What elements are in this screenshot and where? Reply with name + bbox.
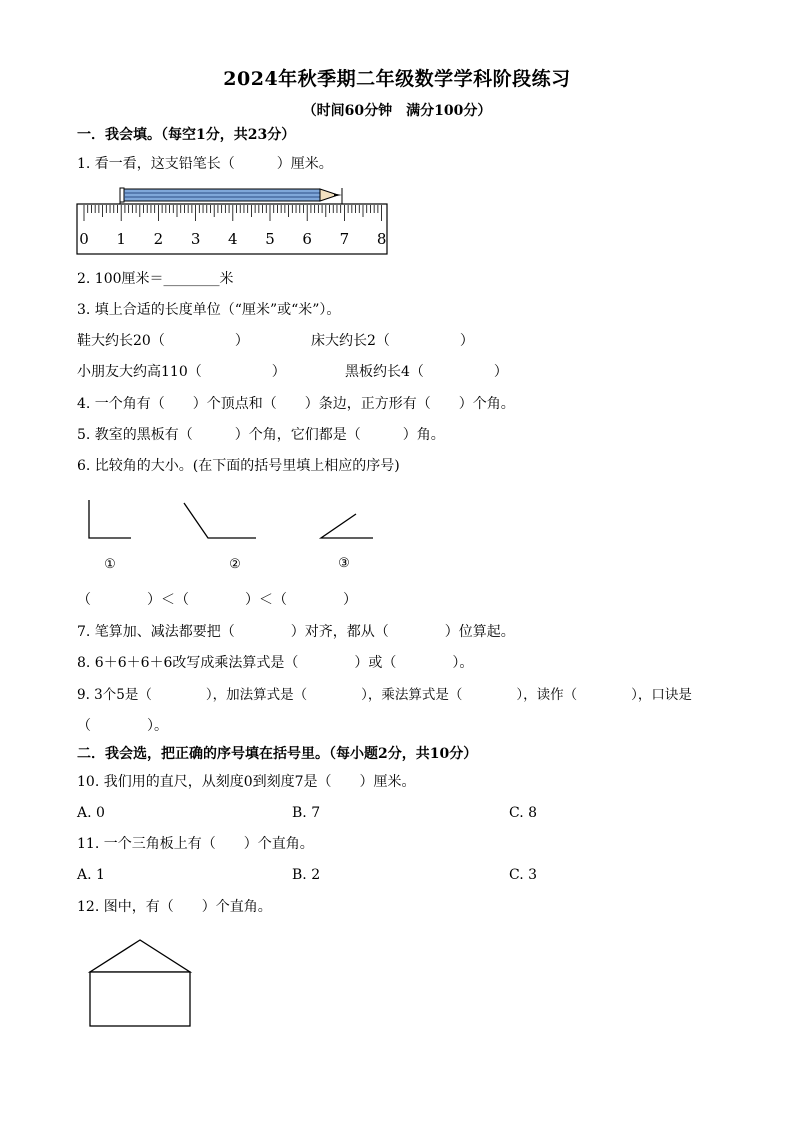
question-6-answer: （ ）＜（ ）＜（ ） (77, 592, 357, 608)
question-2: 2. 100厘米＝________米 (77, 271, 234, 287)
question-10: 10. 我们用的直尺，从刻度0到刻度7是（ ）厘米。 (77, 774, 416, 790)
angle-label-3: ③ (338, 556, 350, 571)
angle-label-1: ① (104, 557, 116, 572)
question-3b: 床大约长2（ ） (311, 333, 474, 349)
question-10-option-a: A. 0 (77, 805, 105, 821)
section2-heading: 二．我会选，把正确的序号填在括号里。（每小题2分，共10分） (77, 746, 478, 762)
ruler-number: 3 (190, 230, 201, 248)
ruler-number: 5 (265, 230, 275, 248)
question-10-option-c: C. 8 (509, 805, 538, 821)
question-1: 1. 看一看，这支铅笔长（ ）厘米。 (77, 156, 333, 172)
question-3c: 小朋友大约高110（ ） (77, 364, 286, 380)
question-4: 4. 一个角有（ ）个顶点和（ ）条边，正方形有（ ）个角。 (77, 396, 515, 412)
question-10-option-b: B. 7 (292, 805, 321, 821)
angle-label-2: ② (229, 557, 241, 572)
question-3: 3. 填上合适的长度单位（“厘米”或“米”）。 (77, 302, 341, 318)
question-3d: 黑板约长4（ ） (345, 364, 508, 380)
question-9-continued: （ ）。 (77, 718, 168, 734)
question-11-option-a: A. 1 (77, 867, 105, 883)
question-9: 9. 3个5是（ ），加法算式是（ ），乘法算式是（ ），读作（ ），口诀是 (77, 687, 692, 703)
question-6: 6. 比较角的大小。(在下面的括号里填上相应的序号) (77, 458, 400, 474)
ruler-number: 7 (339, 230, 350, 248)
pencil-icon (120, 188, 342, 206)
section1-heading: 一．我会填。（每空1分，共23分） (77, 127, 296, 143)
pencil-ruler-figure (76, 184, 392, 258)
ruler-numbers (79, 230, 386, 248)
question-8: 8. 6＋6＋6＋6改写成乘法算式是（ ）或（ ）。 (77, 655, 474, 671)
ruler-number: 1 (116, 230, 126, 248)
angle-2-figure (184, 503, 256, 538)
question-3a: 鞋大约长20（ ） (77, 333, 249, 349)
question-11-option-c: C. 3 (509, 867, 538, 883)
angle-3-figure (321, 514, 373, 538)
ruler-number: 6 (302, 230, 312, 248)
question-11: 11. 一个三角板上有（ ）个直角。 (77, 836, 314, 852)
question-5: 5. 教室的黑板有（ ）个角，它们都是（ ）角。 (77, 427, 445, 443)
page-subtitle: （时间60分钟 满分100分） (302, 103, 492, 119)
ruler-number: 2 (153, 230, 164, 248)
ruler-number: 4 (228, 230, 238, 248)
question-12: 12. 图中，有（ ）个直角。 (77, 899, 272, 915)
house-shape-figure (84, 936, 200, 1032)
question-7: 7. 笔算加、减法都要把（ ）对齐，都从（ ）位算起。 (77, 624, 515, 640)
angles-figure (76, 495, 386, 575)
ruler-number: 8 (376, 230, 387, 248)
angle-1-figure (89, 500, 131, 538)
page-title: 2024年秋季期二年级数学学科阶段练习 (223, 68, 571, 90)
question-11-option-b: B. 2 (292, 867, 321, 883)
ruler-number: 0 (79, 230, 89, 248)
